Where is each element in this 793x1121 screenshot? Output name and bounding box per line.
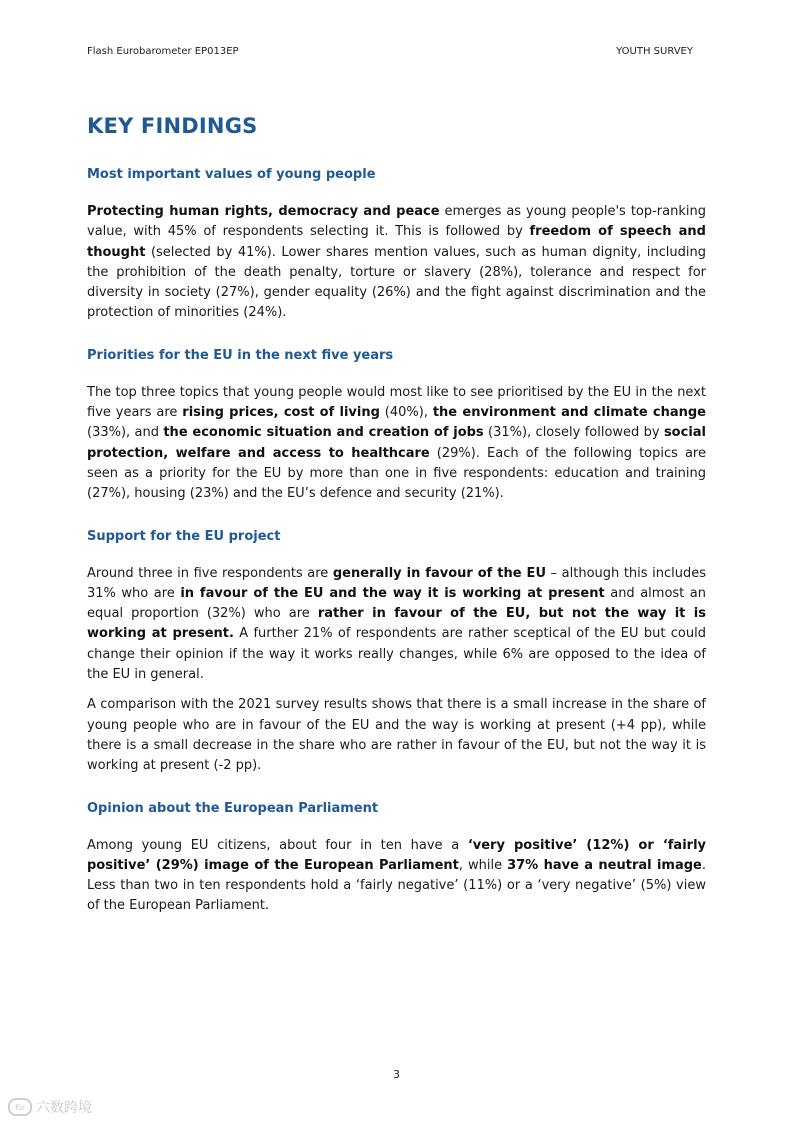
bold-text: freedom of speech and thought [87,224,706,260]
bold-text: rising prices, cost of living [182,405,380,421]
body-text: Around three in five respondents are [87,565,333,581]
section-heading-support: Support for the EU project [87,528,281,544]
body-text: A further 21% of respondents are rather sceptical of the EU but could change their opinion if the way it works really changes, while 6% are opposed to the idea of the EU in general. [87,626,706,683]
body-text: (29%). Each of the following topics are seen as a priority for the EU by more than one in five respondents: education and training (27%), housing (23%) and the EU’s defence and security (21%). [87,445,706,502]
bold-text: the environment and climate change [432,405,707,421]
section-heading-values: Most important values of young people [87,167,376,182]
body-text: and almost an equal proportion (32%) who are [87,585,706,622]
bold-text: ‘very positive’ (12%) or ‘fairly positive’ (29%) image of the European Parliament [87,837,706,873]
body-text: , while [458,857,508,873]
header-right: YOUTH SURVEY [616,46,693,57]
section-heading-parliament: Opinion about the European Parliament [87,800,379,816]
watermark-logo-icon: Ke [8,1098,32,1116]
bold-text: generally in favour of the EU [332,565,546,581]
watermark-text: 六数跨境 [36,1100,92,1116]
page-title: KEY FINDINGS [87,114,258,138]
body-text: The top three topics that young people would most like to see prioritised by the EU in the next five years are [87,384,706,421]
key-findings-content [87,166,706,917]
body-text: (33%), and [87,425,164,441]
priorities-paragraph [87,383,706,505]
bold-text: rather in favour of the EU, but not the way it is working at present. [87,606,706,642]
body-text: (selected by 41%). Lower shares mention values, such as human dignity, including the prohibition of the death penalty, torture or slavery (28%), tolerance and respect for diversity in society (27%), gender equality (26%) and the fight against discrimination and the protection of minorities (24%). [87,244,706,321]
header-left: Flash Eurobarometer EP013EP [87,46,239,57]
bold-text: in favour of the EU and the way it is working at present [180,585,605,601]
support-paragraph-2: A comparison with the 2021 survey results shows that there is a small increase in the share of young people who are in favour of the EU and the way is working at present (+4 pp), while there is a small decrease in the share who are rather in favour of the EU, but not the way it is working at present (-2 pp). [87,697,706,774]
bold-text: social protection, welfare and access to healthcare [87,425,706,461]
watermark [8,1097,92,1117]
body-text: . Less than two in ten respondents hold a ‘fairly negative’ (11%) or a ‘very negative’ (5%) view of the European Parliament. [87,857,707,914]
body-text: – although this includes 31% who are [87,565,706,601]
support-paragraph-1 [87,564,706,686]
body-text: (40%), [379,405,433,421]
section-heading-priorities: Priorities for the EU in the next five years [87,347,394,363]
body-text: emerges as young people's top-ranking value, with 45% of respondents selecting it. This is followed by [87,204,706,240]
body-text: (31%), closely followed by [483,425,664,441]
bold-text: 37% have a neutral image [507,857,702,873]
bold-text: the economic situation and creation of jobs [163,425,484,441]
parliament-paragraph [87,836,706,917]
page-number: 3 [393,1068,400,1081]
body-text: Among young EU citizens, about four in ten have a [87,837,468,853]
bold-text: Protecting human rights, democracy and peace [87,204,440,219]
values-paragraph [87,202,706,324]
